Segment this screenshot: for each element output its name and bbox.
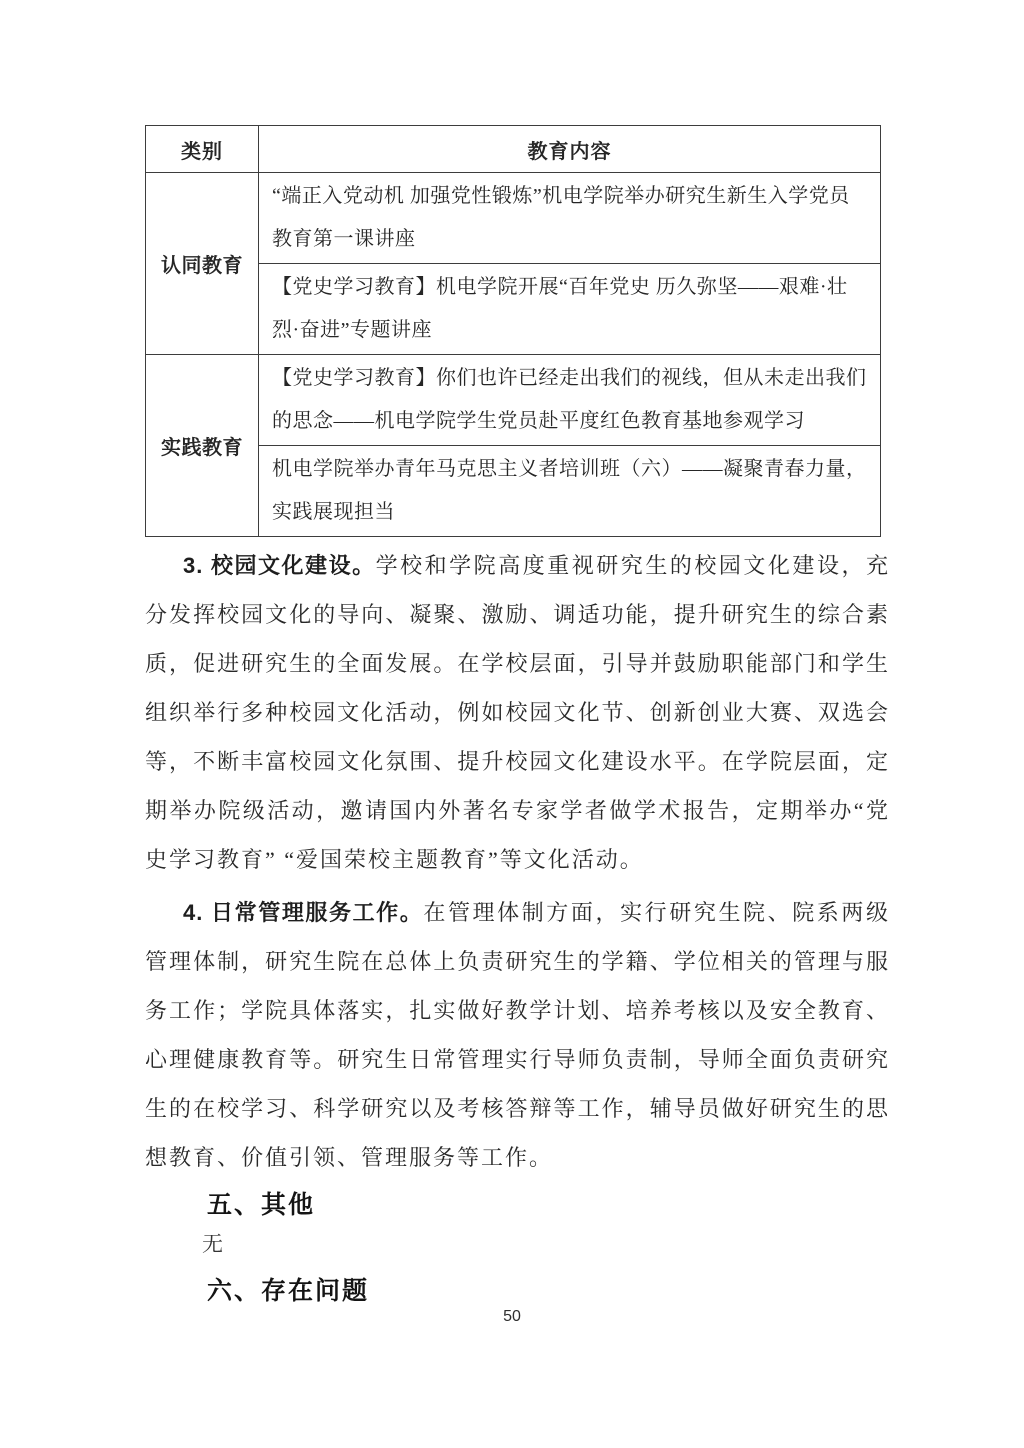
section-heading-six-problems: 六、存在问题: [207, 1277, 370, 1305]
education-item-cell: 【党史学习教育】你们也许已经走出我们的视线，但从未走出我们的思念——机电学院学生党员赴平度红色教育基地参观学习: [259, 355, 881, 446]
table-header-category: 类别: [146, 126, 259, 173]
paragraph-campus-culture: [145, 541, 890, 884]
document-page-content: [145, 125, 890, 1306]
section-heading-five-others: 五、其他: [207, 1191, 316, 1219]
paragraph-lead-campus-culture: 3. 校园文化建设。: [183, 553, 376, 578]
category-cell-practice-education: 实践教育: [146, 355, 259, 537]
paragraph-lead-daily-management: 4. 日常管理服务工作。: [183, 900, 424, 925]
table-row: [146, 173, 881, 264]
table-header-row: [146, 126, 881, 173]
page-number: 50: [503, 1308, 521, 1325]
education-item-cell: 机电学院举办青年马克思主义者培训班（六）——凝聚青春力量，实践展现担当: [259, 446, 881, 537]
education-item-cell: “端正入党动机 加强党性锻炼”机电学院举办研究生新生入学党员教育第一课讲座: [259, 173, 881, 264]
education-content-table: [145, 125, 881, 537]
table-row: [146, 355, 881, 446]
table-header-education-content: 教育内容: [259, 126, 881, 173]
education-item-cell: 【党史学习教育】机电学院开展“百年党史 历久弥坚——艰难·壮烈·奋进”专题讲座: [259, 264, 881, 355]
paragraph-body-daily-management: 在管理体制方面，实行研究生院、院系两级管理体制，研究生院在总体上负责研究生的学籍、学位相关的管理与服务工作；学院具体落实，扎实做好教学计划、培养考核以及安全教育、心理健康教育等。研究生日常管理实行导师负责制，导师全面负责研究生的在校学习、科学研究以及考核答辩等工作，辅导员做好研究生的思想教育、价值引领、管理服务等工作。: [145, 900, 890, 1170]
paragraph-daily-management: [145, 888, 890, 1182]
section-content-none: 无: [202, 1232, 223, 1256]
paragraph-body-campus-culture: 学校和学院高度重视研究生的校园文化建设，充分发挥校园文化的导向、凝聚、激励、调适功能，提升研究生的综合素质，促进研究生的全面发展。在学校层面，引导并鼓励职能部门和学生组织举行多种校园文化活动，例如校园文化节、创新创业大赛、双选会等，不断丰富校园文化氛围、提升校园文化建设水平。在学院层面，定期举办院级活动，邀请国内外著名专家学者做学术报告，定期举办“党史学习教育” “爱国荣校主题教育”等文化活动。: [145, 553, 890, 872]
body-text-block: [145, 541, 890, 1182]
category-cell-identity-education: 认同教育: [146, 173, 259, 355]
